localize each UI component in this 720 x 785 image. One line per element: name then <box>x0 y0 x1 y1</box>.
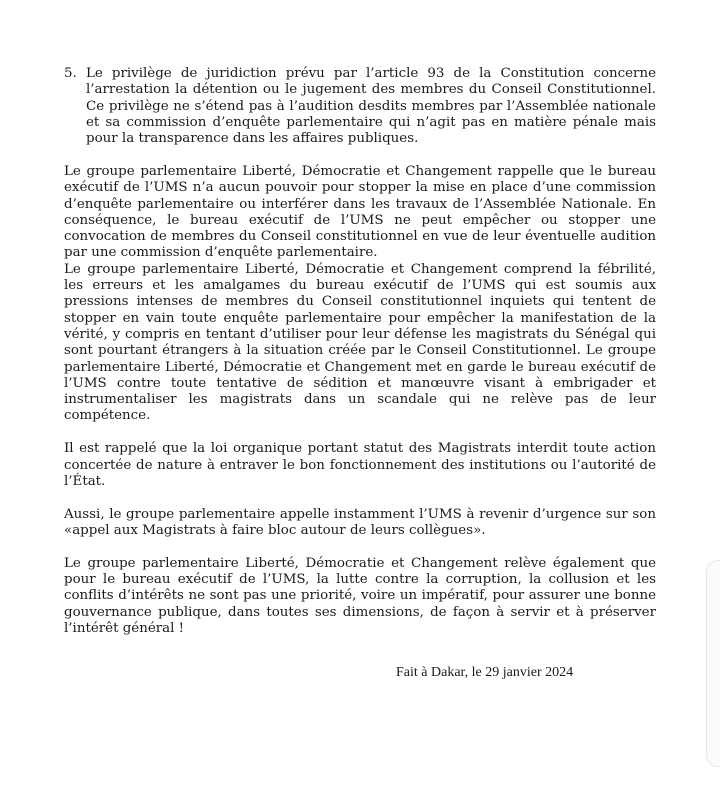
list-item-number: 5. <box>64 66 77 81</box>
signature-line: Fait à Dakar, le 29 janvier 2024 <box>396 665 574 681</box>
paragraph-organic-law: Il est rappelé que la loi organique portant statut des Magistrats interdit toute action concertée de nature à entraver le bon fonctionnement des institutions ou l’autorité de l’État. <box>64 441 656 489</box>
paragraph-corruption: Le groupe parlementaire Liberté, Démocratie et Changement relève également que pour le bureau exécutif de l’UMS, la lutte contre la corruption, la collusion et les conflits d’intérêts ne sont pas une priorité, voire un impératif, pour assurer une bonne gouvernance publique, dans toutes ses dimensions, de façon à servir et à préserver l’intérêt général ! <box>64 555 656 636</box>
paragraph-appeal: Aussi, le groupe parlementaire appelle instamment l’UMS à revenir d’urgence sur son «appel aux Magistrats à faire bloc autour de leurs collègues». <box>64 506 656 538</box>
paragraph-ums-pressures: Le groupe parlementaire Liberté, Démocratie et Changement comprend la fébrilité, les erreurs et les amalgames du bureau exécutif de l’UMS qui est soumis aux pressions intenses de membres du Conseil constitutionnel inquiets qui tentent de stopper en vain toute enquête parlementaire pour empêcher la manifestation de la vérité, y compris en tentant d’utiliser pour leur défense les magistrats du Sénégal qui sont pourtant étrangers à la situation créée par le Conseil Constitutionnel. Le groupe parlementaire Liberté, Démocratie et Changement met en garde le bureau exécutif de l’UMS contre toute tentative de sédition et manœuvre visant à embrigader et instrumentaliser les magistrats dans un scandale qui ne relève pas de leur compétence. <box>64 261 656 424</box>
paragraph-ums-powers: Le groupe parlementaire Liberté, Démocratie et Changement rappelle que le bureau exécutif de l’UMS n’a aucun pouvoir pour stopper la mise en place d’une commission d’enquête parlementaire ou interférer dans les travaux de l’Assemblée Nationale. En conséquence, le bureau exécutif de l’UMS ne peut empêcher ou stopper une convocation de membres du Conseil constitutionnel en vue de leur éventuelle audition par une commission d’enquête parlementaire. <box>64 163 656 261</box>
list-item-text: Le privilège de juridiction prévu par l’article 93 de la Constitution concerne l’arrestation la détention ou le jugement des membres du Conseil Constitutionnel. Ce privilège ne s’étend pas à l’audition desdits membres par l’Assemblée nationale et sa commission d’enquête parlementaire qui n’agit pas en matière pénale mais pour la transparence dans les affaires publiques. <box>86 66 656 147</box>
document-page <box>64 66 656 682</box>
list-item-5 <box>64 66 656 147</box>
side-panel-edge[interactable] <box>706 560 720 767</box>
